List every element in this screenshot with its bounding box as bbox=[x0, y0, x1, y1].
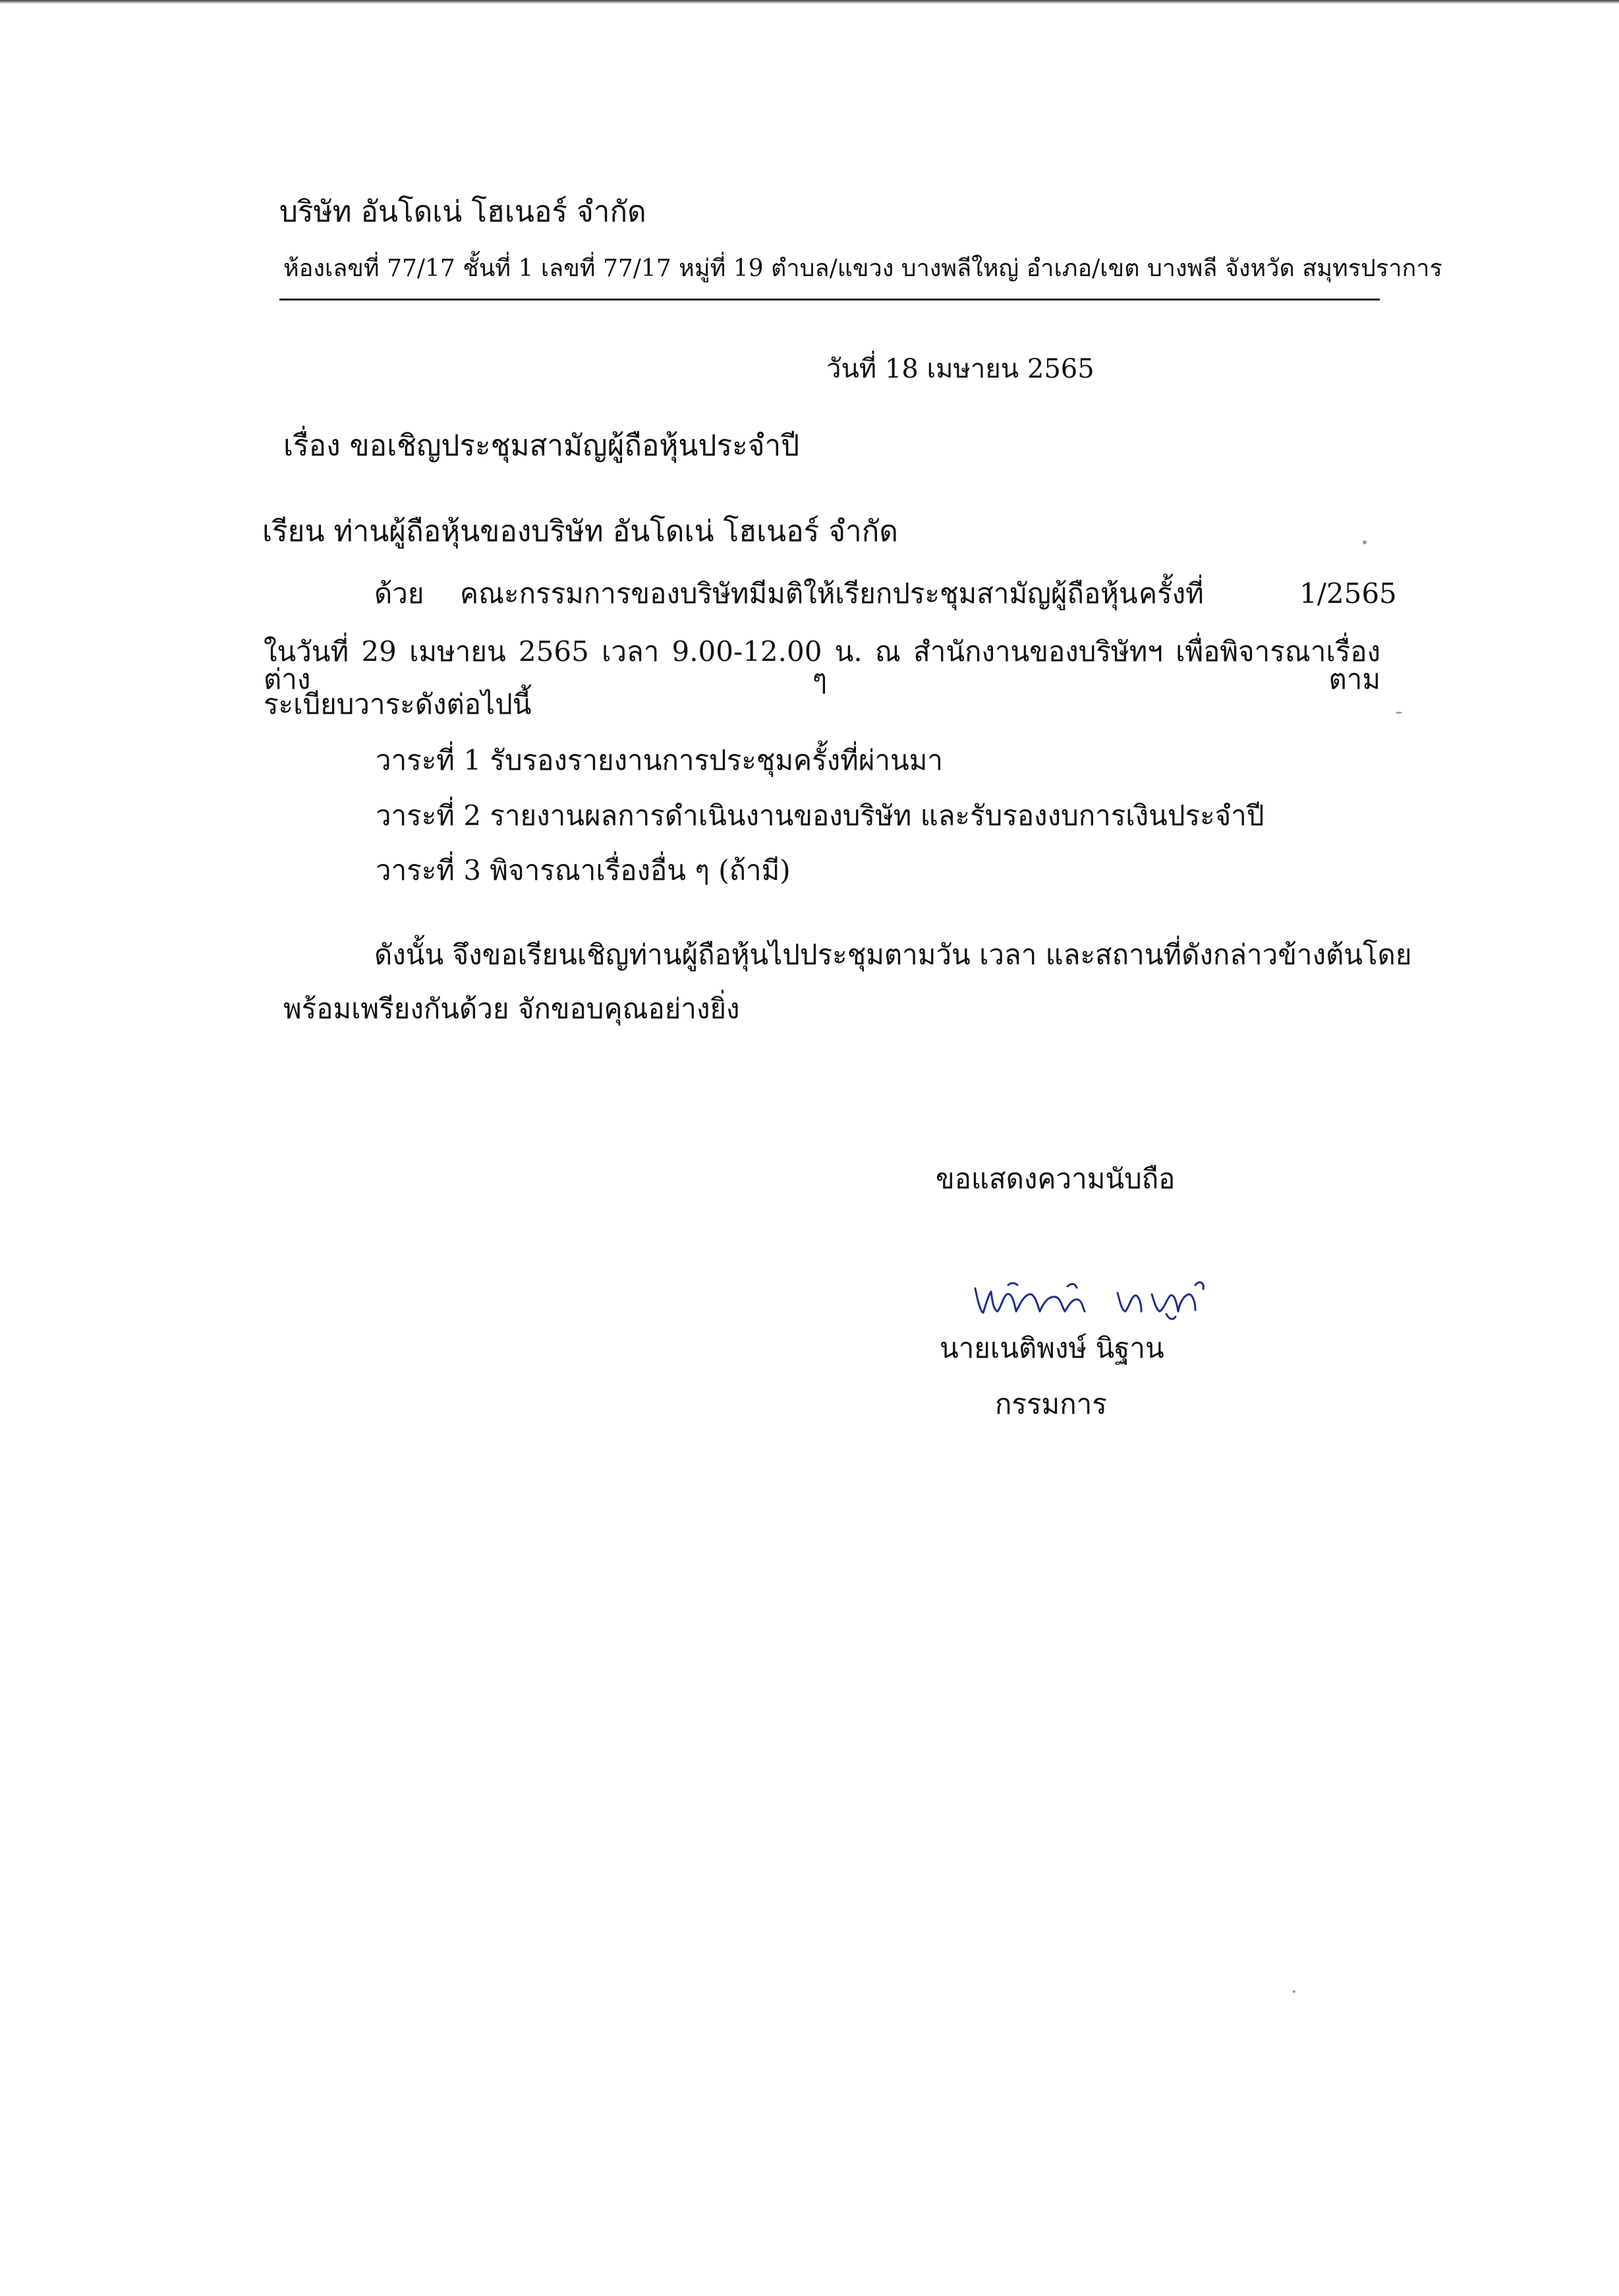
signer-title: กรรมการ bbox=[995, 1388, 1107, 1420]
handwritten-signature bbox=[969, 1265, 1219, 1325]
scan-edge bbox=[0, 0, 1619, 4]
meeting-number-label: ครั้งที่ bbox=[1139, 577, 1204, 610]
company-name: บริษัท อันโดเน่ โฮเนอร์ จำกัด bbox=[279, 195, 646, 229]
agenda-item-3: วาระที่ 3 พิจารณาเรื่องอื่น ๆ (ถ้ามี) bbox=[376, 854, 791, 886]
header-divider bbox=[279, 299, 1380, 301]
body-line-2: ในวันที่ 29 เมษายน 2565 เวลา 9.00-12.00 น. ณ สำนักงานของบริษัทฯ เพื่อพิจารณาเรื่องต่าง ๆ ตาม bbox=[264, 635, 1380, 695]
letter-subject: เรื่อง ขอเชิญประชุมสามัญผู้ถือหุ้นประจำปี bbox=[283, 429, 800, 463]
agenda-item-1: วาระที่ 1 รับรองรายงานการประชุมครั้งที่ผ่านมา bbox=[376, 744, 944, 776]
scan-speck bbox=[1396, 712, 1402, 714]
body-lead-word: ด้วย bbox=[374, 577, 424, 610]
scan-speck bbox=[1363, 540, 1367, 544]
closing-line-2: พร้อมเพรียงกันด้วย จักขอบคุณอย่างยิ่ง bbox=[283, 992, 740, 1025]
letter-date: วันที่ 18 เมษายน 2565 bbox=[826, 354, 1094, 384]
closing-line-1: ดังนั้น จึงขอเรียนเชิญท่านผู้ถือหุ้นไปประชุมตามวัน เวลา และสถานที่ดังกล่าวข้างต้นโดย bbox=[374, 938, 1412, 971]
letter-salutation: เรียน ท่านผู้ถือหุ้นของบริษัท อันโดเน่ โฮเนอร์ จำกัด bbox=[262, 515, 898, 548]
body-line-1: คณะกรรมการของบริษัทมีมติให้เรียกประชุมสามัญผู้ถือหุ้น bbox=[460, 577, 1138, 610]
agenda-item-2: วาระที่ 2 รายงานผลการดำเนินงานของบริษัท และรับรองงบการเงินประจำปี bbox=[376, 799, 1264, 832]
scan-speck bbox=[1293, 1990, 1295, 1993]
meeting-number: 1/2565 bbox=[1299, 577, 1397, 610]
sign-off-regards: ขอแสดงความนับถือ bbox=[936, 1162, 1176, 1195]
signer-name: นายเนติพงษ์ นิฐาน bbox=[940, 1332, 1164, 1364]
company-address: ห้องเลขที่ 77/17 ชั้นที่ 1 เลขที่ 77/17 หมู่ที่ 19 ตำบล/แขวง บางพลีใหญ่ อำเภอ/เขต บางพลี จังหวัด สมุทรปราการ bbox=[283, 255, 1442, 282]
body-line-3: ระเบียบวาระดังต่อไปนี้ bbox=[264, 688, 532, 720]
